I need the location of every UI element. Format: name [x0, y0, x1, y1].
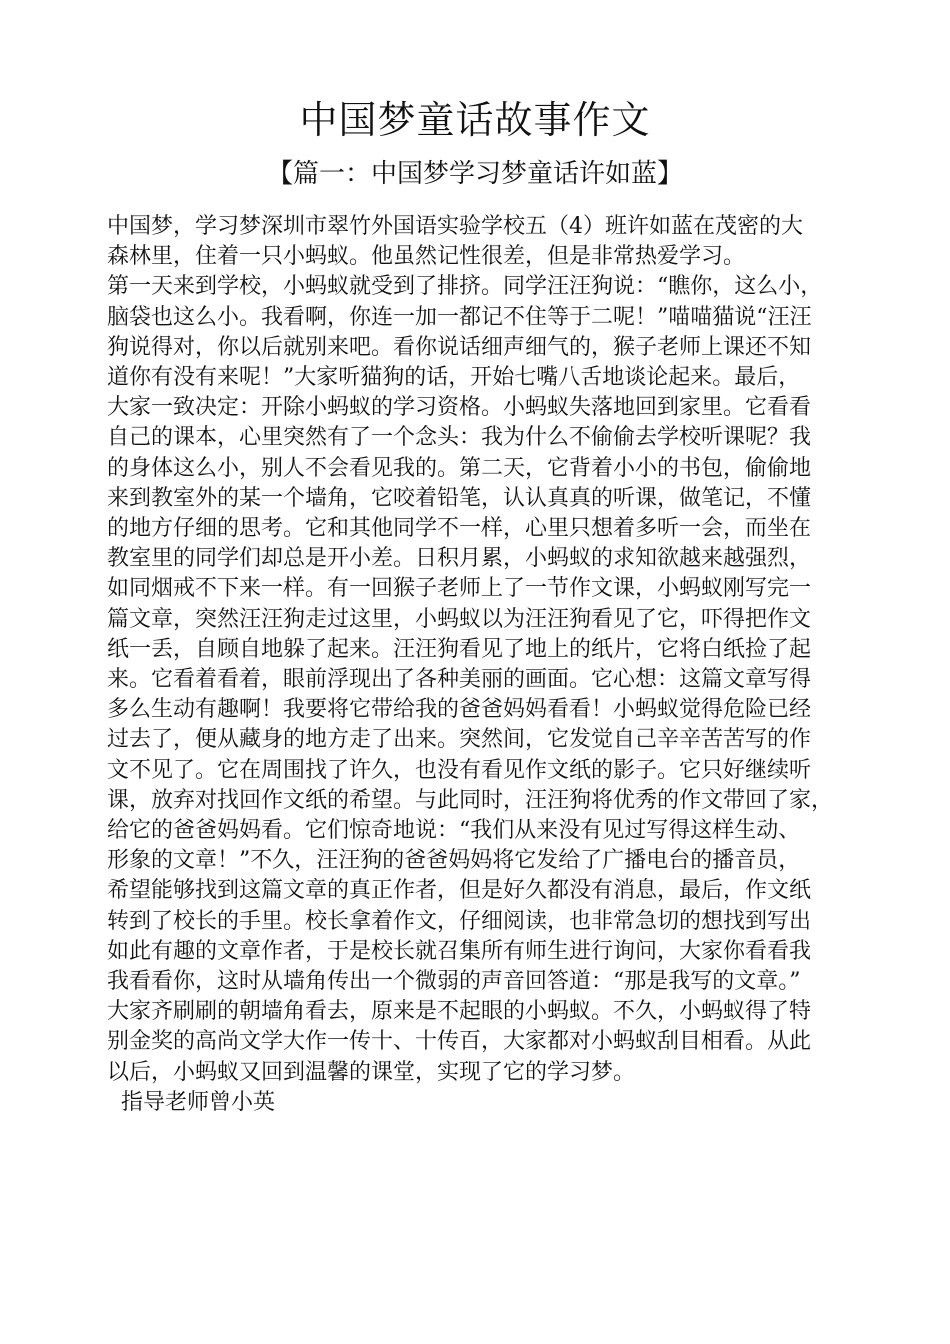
text-line: 脑袋也这么小。我看啊，你连一加一都记不住等于二呢！”喵喵猫说“汪汪 [107, 304, 812, 330]
text-line: 纸一丢，自顾自地躲了起来。汪汪狗看见了地上的纸片，它将白纸捡了起 [107, 636, 812, 662]
text-line: 文不见了。它在周围找了许久，也没有看见作文纸的影子。它只好继续听 [107, 757, 812, 783]
text-line: 转到了校长的手里。校长拿着作文，仔细阅读，也非常急切的想找到写出 [107, 908, 812, 934]
text-line: 自己的课本，心里突然有了一个念头：我为什么不偷偷去学校听课呢？我 [107, 425, 812, 451]
text-line: 给它的爸爸妈妈看。它们惊奇地说：“我们从来没有见过写得这样生动、 [107, 818, 801, 844]
text-line: 教室里的同学们却总是开小差。日积月累，小蚂蚁的求知欲越来越强烈， [107, 546, 812, 572]
text-line: 如同烟戒不下来一样。有一回猴子老师上了一节作文课，小蚂蚁刚写完一 [107, 576, 812, 602]
text-line: 中国梦，学习梦深圳市翠竹外国语实验学校五（4）班许如蓝在茂密的大 [107, 214, 803, 239]
text-line: 我看看你，这时从墙角传出一个微弱的声音回答道：“那是我写的文章。” [107, 969, 801, 995]
text-line: 狗说得对，你以后就别来吧。看你说话细声细气的，猴子老师上课还不知 [107, 334, 812, 360]
text-line: 形象的文章！”不久，汪汪狗的爸爸妈妈将它发给了广播电台的播音员， [107, 848, 801, 874]
essay-body [107, 212, 877, 1118]
text-line: 别金奖的高尚文学大作一传十、十传百，大家都对小蚂蚁刮目相看。从此 [107, 1029, 812, 1055]
section-heading: 【篇一：中国梦学习梦童话许如蓝】 [266, 159, 683, 189]
text-line: 以后，小蚂蚁又回到温馨的课堂，实现了它的学习梦。 [107, 1059, 636, 1085]
text-line: 的身体这么小，别人不会看见我的。第二天，它背着小小的书包，偷偷地 [107, 455, 812, 481]
text-line: 课，放弃对找回作文纸的希望。与此同时，汪汪狗将优秀的作文带回了家， [107, 787, 834, 813]
text-line: 大家一致决定：开除小蚂蚁的学习资格。小蚂蚁失落地回到家里。它看看 [107, 395, 812, 421]
text-line: 的地方仔细的思考。它和其他同学不一样，心里只想着多听一会，而坐在 [107, 516, 812, 542]
text-line: 篇文章，突然汪汪狗走过这里，小蚂蚁以为汪汪狗看见了它，吓得把作文 [107, 606, 812, 632]
text-line: 大家齐刷刷的朝墙角看去，原来是不起眼的小蚂蚁。不久，小蚂蚁得了特 [107, 999, 812, 1025]
document-title: 中国梦童话故事作文 [299, 98, 651, 142]
text-line: 第一天来到学校，小蚂蚁就受到了排挤。同学汪汪狗说：“瞧你，这么小， [107, 274, 823, 300]
text-line: 道你有没有来呢！”大家听猫狗的话，开始七嘴八舌地谈论起来。最后， [107, 365, 801, 391]
text-line: 来到教室外的某一个墙角，它咬着铅笔，认认真真的听课，做笔记，不懂 [107, 485, 812, 511]
text-line: 如此有趣的文章作者，于是校长就召集所有师生进行询问，大家你看看我 [107, 938, 812, 964]
text-line: 过去了，便从藏身的地方走了出来。突然间，它发觉自己辛辛苦苦写的作 [107, 727, 812, 753]
teacher-signature: 指导老师曾小英 [121, 1089, 276, 1115]
text-line: 来。它看着看着，眼前浮现出了各种美丽的画面。它心想：这篇文章写得 [107, 667, 812, 693]
text-line: 希望能够找到这篇文章的真正作者，但是好久都没有消息，最后，作文纸 [107, 878, 812, 904]
text-line: 多么生动有趣啊！我要将它带给我的爸爸妈妈看看！小蚂蚁觉得危险已经 [107, 697, 812, 723]
text-line: 森林里，住着一只小蚂蚁。他虽然记性很差，但是非常热爱学习。 [107, 244, 746, 270]
